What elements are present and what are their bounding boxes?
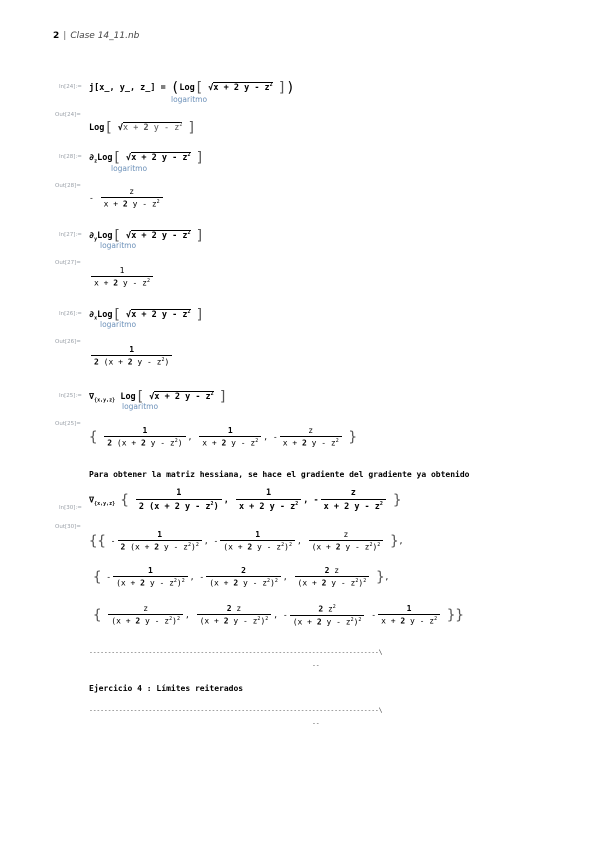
frac-numerator: z xyxy=(129,187,135,196)
notebook-filename: Clase 14_11.nb xyxy=(70,31,140,41)
input-cell-in25[interactable]: $\nabla_{\{x,y,z\}}$ Log[ √x + 2 y - $z^2$ ] xyxy=(89,389,228,405)
page-header xyxy=(53,31,139,41)
cell-label-in28: In[28]:= xyxy=(59,154,82,160)
hint-logaritmo-in27: logaritmo xyxy=(100,241,137,250)
frac-denominator: x + 2 y - $z^2$ xyxy=(91,276,153,288)
cell-label-out30: Out[30]= xyxy=(55,524,81,530)
output-cell-out30-row1: {{ - $\frac{1}{2 (x + 2 y - z^2)^2}$ , - $\frac{1}{(x + 2 y - z^2)^2}$ , $\frac{z}{(x + 2 y - z^2)^2}$ }, xyxy=(89,530,404,552)
output-cell-out24: Log[ √x + 2 y - $z^2$ ] xyxy=(89,120,196,136)
cell-label-out28: Out[28]= xyxy=(55,183,81,189)
cell-label-out25: Out[25]= xyxy=(55,421,81,427)
page-number: 2 xyxy=(53,31,60,41)
output-cell-out30-row2: { - $\frac{1}{(x + 2 y - z^2)^2}$ , - $\frac{2}{(x + 2 y - z^2)^2}$ , $\frac{2 z}{(x + 2 y - z^2)^2}$ }, xyxy=(93,566,390,588)
output-cell-out27 xyxy=(89,266,155,288)
output-cell-out30-row3: { $\frac{z}{(x + 2 y - z^2)^2}$ , $\frac{2 z}{(x + 2 y - z^2)^2}$ , - $\frac{2 z^2}{(x + 2 y - z^2)^2}$ - $\frac{1}{x + 2 y - z^2}$ }} xyxy=(93,604,464,627)
hint-logaritmo-in26: logaritmo xyxy=(100,320,137,329)
hint-logaritmo-in24: logaritmo xyxy=(171,95,208,104)
separator-cont-2: -- xyxy=(312,719,320,727)
input-cell-in26[interactable]: $\partial_xLog$[ √x + 2 y - $z^2$ ] xyxy=(89,307,205,323)
cell-label-out24: Out[24]= xyxy=(55,112,81,118)
cell-label-out27: Out[27]= xyxy=(55,260,81,266)
input-cell-in30[interactable]: $\nabla_{\{x,y,z\}}$ { $\frac{1}{2 (x + 2 y - z^2)}$ , $\frac{1}{x + 2 y - z^2}$ , - $\frac{z}{x + 2 y - z^2}$ } xyxy=(89,488,402,512)
output-cell-out26 xyxy=(89,345,174,367)
frac-numerator: 1 xyxy=(119,266,125,275)
output-cell-out25: { $\frac{1}{2 (x + 2 y - z^2)}$ , $\frac{1}{x + 2 y - z^2}$ , - $\frac{z}{x + 2 y - z^2}$ } xyxy=(89,426,357,448)
cell-label-in30: In[30]:= xyxy=(59,505,82,511)
text-cell-hessian: Para obtener la matriz hessiana, se hace el gradiente del gradiente ya obtenido xyxy=(89,470,470,479)
hint-logaritmo-in28: logaritmo xyxy=(111,164,148,173)
frac-numerator: 1 xyxy=(129,345,135,354)
frac-denominator: x + 2 y - $z^2$ xyxy=(101,197,163,209)
cell-label-in24: In[24]:= xyxy=(59,84,82,90)
hint-logaritmo-in25: logaritmo xyxy=(122,402,159,411)
separator-cont-1: -- xyxy=(312,661,320,669)
cell-label-in26: In[26]:= xyxy=(59,311,82,317)
section-title: Ejercicio 4 : Límites reiterados xyxy=(89,684,244,693)
frac-denominator: 2 (x + 2 y - $z^2$) xyxy=(91,355,172,367)
input-cell-in24[interactable]: j[x_, y_, z_] = (Log[ √x + 2 y - $z^2$ ]) xyxy=(89,80,295,96)
minus-sign: - xyxy=(89,193,94,203)
output-cell-out28 xyxy=(89,187,165,209)
separator-line-2: ------------------------------------------------------------------------------\ xyxy=(89,706,383,714)
separator-line-1: ------------------------------------------------------------------------------\ xyxy=(89,648,383,656)
header-separator: | xyxy=(63,31,67,41)
input-cell-in28[interactable]: $\partial_zLog$[ √x + 2 y - $z^2$ ] xyxy=(89,150,205,166)
cell-label-in27: In[27]:= xyxy=(59,232,82,238)
cell-label-in25: In[25]:= xyxy=(59,393,82,399)
cell-label-out26: Out[26]= xyxy=(55,339,81,345)
input-cell-in27[interactable]: $\partial_yLog$[ √x + 2 y - $z^2$ ] xyxy=(89,228,205,244)
